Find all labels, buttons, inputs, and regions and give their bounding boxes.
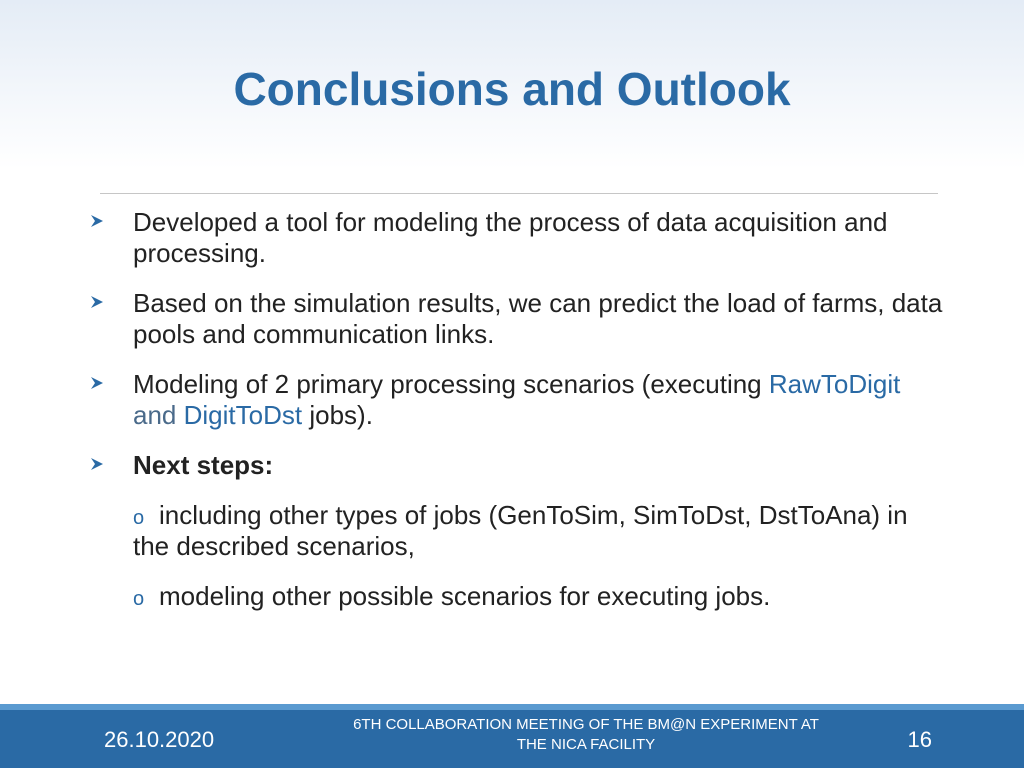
bullet-item bbox=[90, 450, 950, 481]
job-name-rawtodigit: RawToDigit bbox=[768, 369, 901, 399]
circle-bullet-icon: o bbox=[133, 588, 145, 610]
bullet-text bbox=[133, 369, 950, 431]
job-name-digittodst: DigitToDst bbox=[183, 400, 303, 430]
arrowhead-bullet-icon bbox=[90, 457, 104, 471]
bullet-text-part: Modeling of 2 primary processing scenarios (executing bbox=[133, 369, 762, 399]
bullet-item bbox=[90, 207, 950, 269]
slide-title: Conclusions and Outlook bbox=[233, 63, 791, 115]
circle-bullet-icon: o bbox=[133, 507, 145, 529]
connector-text: and bbox=[133, 400, 177, 430]
next-steps-heading: Next steps: bbox=[133, 450, 274, 480]
title-divider bbox=[100, 193, 938, 194]
bullet-item bbox=[90, 369, 950, 431]
arrowhead-bullet-icon bbox=[90, 214, 104, 228]
sub-bullet-text: modeling other possible scenarios for executing jobs. bbox=[159, 581, 771, 611]
bullet-item bbox=[90, 288, 950, 350]
footer-date: 26.10.2020 bbox=[104, 727, 215, 752]
footer-meeting-line: 6TH COLLABORATION MEETING OF THE BM@N EXPERIMENT AT bbox=[353, 716, 819, 733]
sub-bullet-item bbox=[133, 581, 933, 612]
footer-meeting-line: THE NICA FACILITY bbox=[516, 736, 656, 753]
arrowhead-bullet-icon bbox=[90, 295, 104, 309]
arrowhead-bullet-icon bbox=[90, 376, 104, 390]
page-number: 16 bbox=[907, 727, 932, 752]
sub-bullet-item bbox=[133, 500, 933, 562]
bullet-text: Based on the simulation results, we can predict the load of farms, data pools and communication links. bbox=[133, 288, 943, 349]
bullet-text-part: jobs). bbox=[309, 400, 373, 430]
slide-content bbox=[0, 207, 1024, 631]
footer-meeting-title bbox=[330, 715, 842, 755]
footer-bar bbox=[0, 704, 1024, 768]
bullet-text: Developed a tool for modeling the process of data acquisition and processing. bbox=[133, 207, 888, 268]
sub-bullet-text: including other types of jobs (GenToSim, SimToDst, DstToAna) in the described scenarios, bbox=[133, 500, 908, 561]
